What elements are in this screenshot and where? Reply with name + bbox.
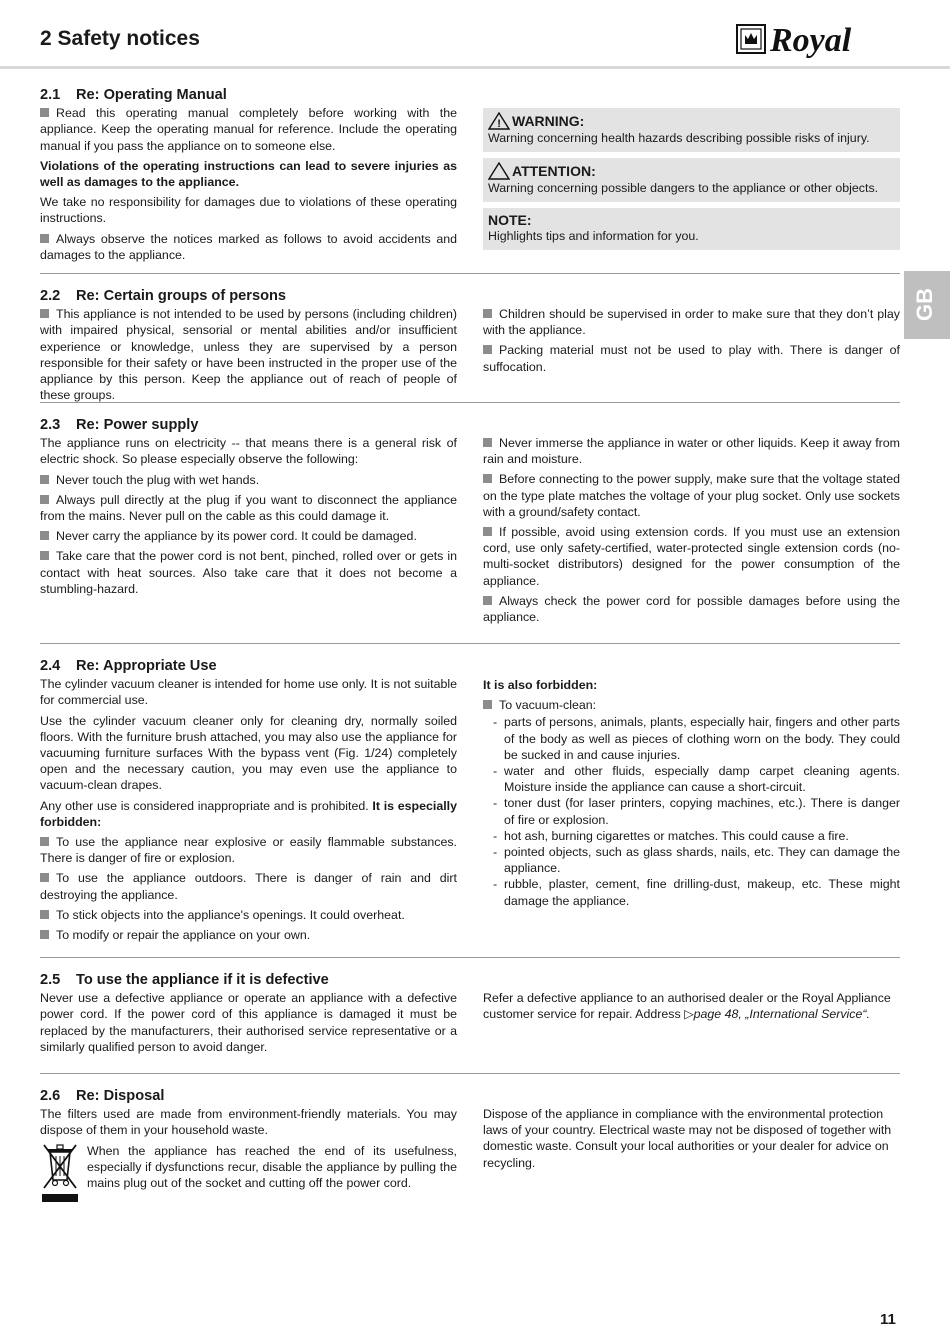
bullet-icon (483, 700, 492, 709)
svg-text:Royal: Royal (770, 22, 852, 59)
section-2-6-left: 2.6 Re: Disposal The filters used are made from environment-friendly materials. You may dispose of them in your household waste. When the appliance has reached the end of its usefulness, especially if dysfunctions recur, disable the appliance by pulling the mains plug out of the socket and cutting off the power cord. (40, 1088, 457, 1191)
language-tab: GB (904, 271, 950, 339)
bullet-icon (40, 837, 49, 846)
section-divider (40, 957, 900, 958)
list-item: - hot ash, burning cigarettes or matches. This could cause a fire. (493, 828, 849, 843)
chapter-title: 2 Safety notices (40, 27, 200, 50)
bullet-icon (40, 475, 49, 484)
section-divider (40, 402, 900, 403)
section-2-1-left: 2.1 Re: Operating Manual Read this operating manual completely before working with the appliance. Keep the operating manual for reference. Include the operating manual if you pass the appliance on to someone else. Violations of the operating instructions can lead to severe injuries as well as damages to the appliance. We take no responsibility for damages due to violations of these operating instructions. Always observe the notices marked as follows to avoid accidents and damages to the appliance. (40, 87, 457, 262)
note-box: NOTE: Highlights tips and information for you. (483, 208, 900, 250)
section-divider (40, 1073, 900, 1074)
page-number: 11 (880, 1311, 896, 1328)
royal-logo (736, 22, 904, 60)
section-heading: 2.5 To use the appliance if it is defective (40, 972, 329, 988)
section-2-2-left: 2.2 Re: Certain groups of persons This appliance is not intended to be used by persons (including children) with impaired physical, sensorial or mental abilities and/or insufficient experience or knowledge, unless they are supervised by a person responsible for their safety or have been instructed in the proper use of the appliance by this person. Keep the appliance out of reach of people of these groups. (40, 288, 457, 403)
section-divider (40, 643, 900, 644)
section-2-5-right: Refer a defective appliance to an authorised dealer or the Royal Appliance customer service for repair. Address ▷page 48, „International Service“. (483, 991, 891, 1022)
bullet-icon (40, 873, 49, 882)
list-item: - pointed objects, such as glass shards, nails, etc. They can damage the appliance. (493, 845, 900, 876)
bullet-icon (483, 309, 492, 318)
svg-text:!: ! (497, 118, 501, 130)
bullet-icon (40, 108, 49, 117)
bullet-icon (483, 596, 492, 605)
bullet-icon (40, 531, 49, 540)
list-item: - water and other fluids, especially damp carpet cleaning agents. Moisture inside the appliance can cause a short-circuit. (493, 764, 900, 795)
section-heading: 2.1 Re: Operating Manual (40, 87, 227, 103)
attention-triangle-icon (488, 162, 510, 180)
bullet-icon (40, 930, 49, 939)
list-item: - toner dust (for laser printers, copying machines, etc.). There is danger of fire or explosion. (493, 796, 900, 827)
page-reference[interactable]: page 48, „International Service“. (693, 1007, 870, 1022)
section-heading: 2.2 Re: Certain groups of persons (40, 288, 287, 304)
section-divider (40, 273, 900, 274)
section-heading: 2.3 Re: Power supply (40, 417, 199, 433)
bullet-icon (483, 527, 492, 536)
weee-bin-icon (42, 1142, 78, 1204)
header-rule (0, 66, 950, 69)
section-heading: 2.6 Re: Disposal (40, 1088, 165, 1104)
bullet-icon (483, 474, 492, 483)
section-2-3-right: Never immerse the appliance in water or other liquids. Keep it away from rain and moisture. Before connecting to the power supply, make sure that the voltage stated on the type plate matches the voltage of your plug socket. Only use sockets with a ground/safety contact. If possible, avoid using extension cords. If you must use an extension cord, use only safety-certified, water-protected single extension cords (no-multi-socket distributors) designed for the power consumption of the appliance. Always check the power cord for possible damages before using the appliance. (483, 436, 900, 625)
bullet-icon (40, 309, 49, 318)
notice-boxes (483, 108, 900, 256)
section-2-2-right: Children should be supervised in order to make sure that they don’t play with the appliance. Packing material must not be used to play with. There is danger of suffocation. (483, 307, 900, 374)
section-2-4-right: It is also forbidden: To vacuum-clean: - parts of persons, animals, plants, especially hair, fingers and other parts of the body as well as pieces of clothing worn on the body. They could be sucked in and cause injuries. - water and other fluids, especially damp carpet cleaning agents. Moisture inside the appliance can cause a short-circuit. - toner dust (for laser printers, copying machines, etc.). There is danger of fire or explosion. - hot ash, burning cigarettes or matches. This could cause a fire. - pointed objects, such as glass shards, nails, etc. They can damage the appliance. - rubble, plaster, cement, fine drilling-dust, makeup, etc. These might damage the appliance. (483, 678, 900, 908)
bullet-icon (40, 551, 49, 560)
section-2-3-left: 2.3 Re: Power supply The appliance runs on electricity -- that means there is a general risk of electric shock. So please especially observe the following: Never touch the plug with wet hands. Always pull directly at the plug if you want to disconnect the appliance from the mains. Never pull on the cable as this could damage it. Never carry the appliance by its power cord. It could be damaged. Take care that the power cord is not bent, pinched, rolled over or gets in contact with heat sources. Also take care that it does not become a stumbling-hazard. (40, 417, 457, 596)
section-heading: 2.4 Re: Appropriate Use (40, 658, 217, 674)
list-item: - parts of persons, animals, plants, especially hair, fingers and other parts of the body as well as pieces of clothing worn on the body. They could be sucked in and cause injuries. (493, 715, 900, 762)
bullet-icon (483, 438, 492, 447)
warning-triangle-icon (488, 112, 510, 130)
list-item: - rubble, plaster, cement, fine drilling-dust, makeup, etc. These might damage the appliance. (493, 877, 900, 908)
bullet-icon (483, 345, 492, 354)
page-ref-arrow-icon: ▷ (684, 1007, 694, 1022)
warning-box: ! WARNING: Warning concerning health hazards describing possible risks of injury. (483, 108, 900, 152)
bullet-icon (40, 495, 49, 504)
bullet-icon (40, 910, 49, 919)
section-2-5-left: 2.5 To use the appliance if it is defective Never use a defective appliance or operate an appliance with a defective power cord. If the power cord of this appliance is damaged it must be replaced by the manufacturers, their authorised service representative or a similarly qualified person to avoid danger. (40, 972, 457, 1054)
section-2-6-right: Dispose of the appliance in compliance with the environmental protection laws of your country. Electrical waste may not be disposed of together with domestic waste. Consult your local authorities or your dealer for advice on recycling. (483, 1107, 892, 1170)
attention-box: ATTENTION: Warning concerning possible dangers to the appliance or other objects. (483, 158, 900, 202)
bullet-icon (40, 234, 49, 243)
section-2-4-left: 2.4 Re: Appropriate Use The cylinder vacuum cleaner is intended for home use only. It is not suitable for commercial use. Use the cylinder vacuum cleaner only for cleaning dry, normally soiled floors. With the furniture brush attached, you may also use the appliance for vacuuming furniture surfaces With the bypass vent (Fig. 1/24) completely open and the necessary caution, you may even use the appliance to vacuum-clean drapes. Any other use is considered inappropriate and is prohibited. It is especially forbidden: To use the appliance near explosive or easily flammable substances. There is danger of fire or explosion. To use the appliance outdoors. There is danger of rain and dirt destroying the appliance. To stick objects into the appliance's openings. It could overheat. To modify or repair the appliance on your own. (40, 658, 458, 943)
